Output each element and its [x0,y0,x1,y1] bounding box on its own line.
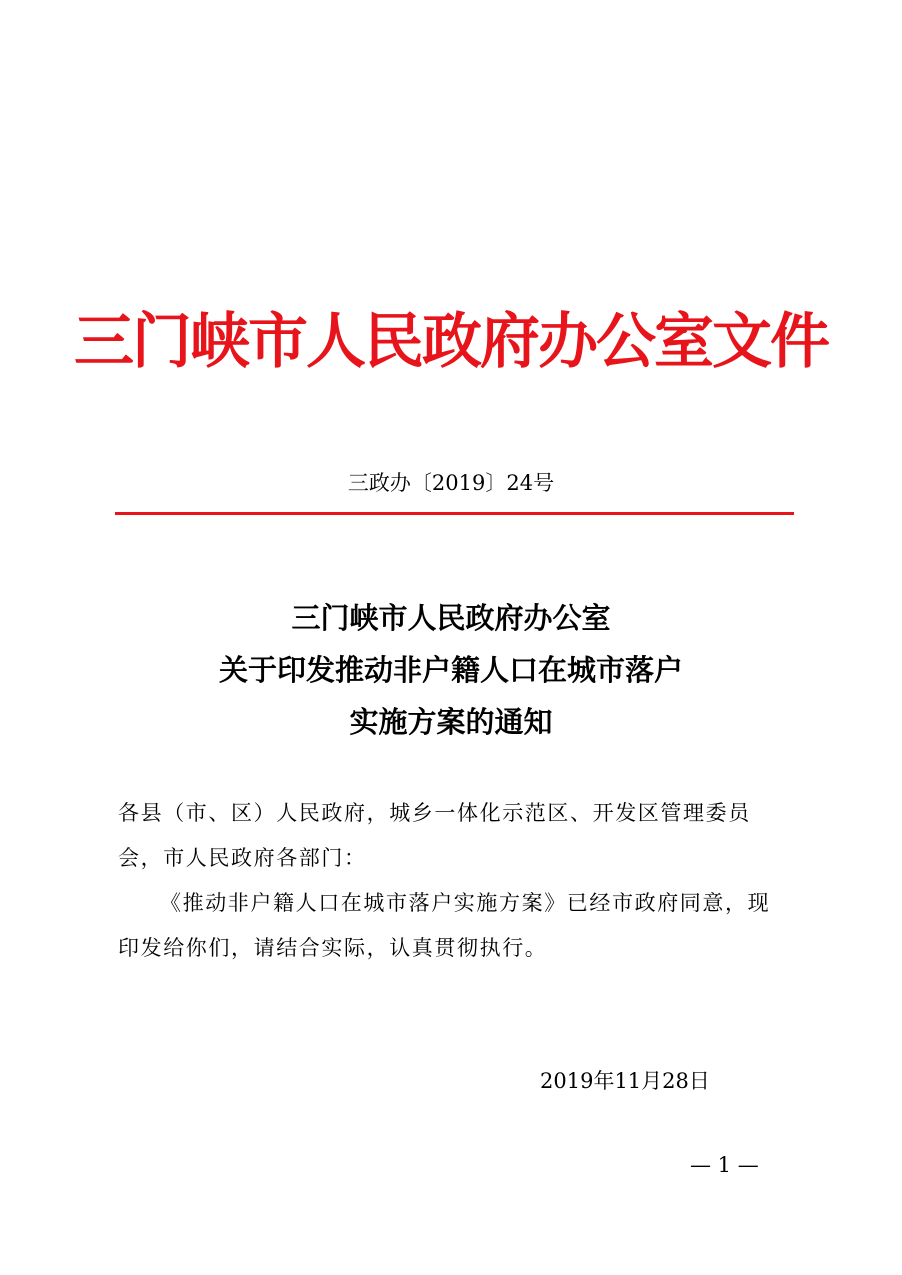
red-divider-line [115,512,794,515]
notice-title-line-2: 关于印发推动非户籍人口在城市落户 [218,653,683,687]
addressee-paragraph: 各县（市、区）人民政府，城乡一体化示范区、开发区管理委员会，市人民政府各部门： [118,801,751,870]
page-number: — 1 — [690,1153,759,1177]
notice-title-line-3: 实施方案的通知 [349,705,553,739]
issuer-title: 三门峡市人民政府办公室文件 [74,307,828,377]
document-number: 三政办〔2019〕24号 [347,471,555,495]
issue-date: 2019年11月28日 [540,1069,710,1093]
body-paragraph: 《推动非户籍人口在城市落户实施方案》已经市政府同意，现印发给你们，请结合实际，认真贯彻执行。 [118,891,771,960]
notice-title [0,592,902,748]
notice-title-line-1: 三门峡市人民政府办公室 [291,601,611,635]
